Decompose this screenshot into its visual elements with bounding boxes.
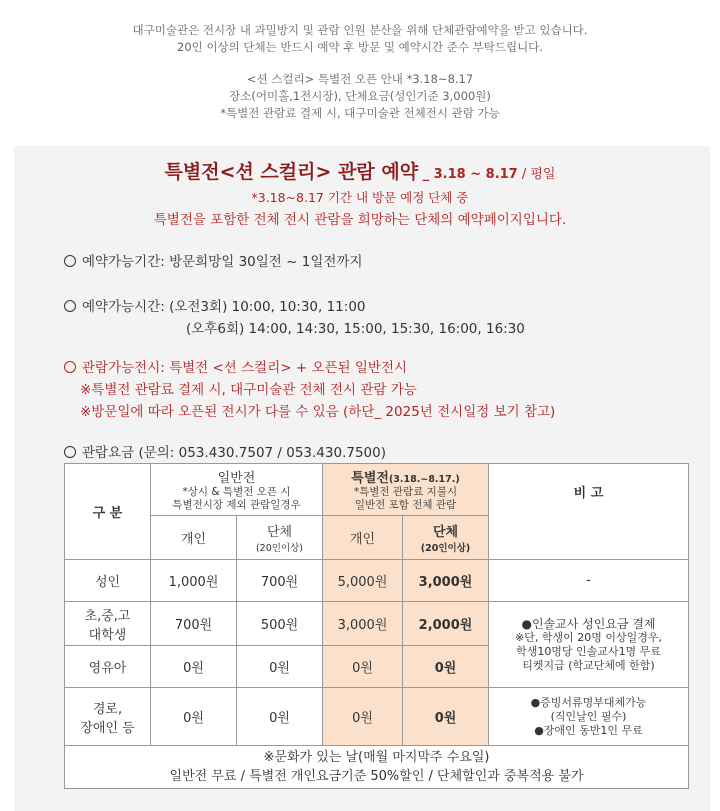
general-individual-fee: 0원 xyxy=(151,688,237,746)
special-group-fee: 0원 xyxy=(403,688,489,746)
header-special-group: 단체 (20인이상) xyxy=(403,516,489,560)
table-footer-row xyxy=(65,746,689,789)
exhibit-note: ※특별전 관람료 결제 시, 대구미술관 전체 전시 관람 가능 xyxy=(80,382,417,398)
special-individual-fee: 0원 xyxy=(323,646,403,688)
general-individual-fee: 1,000원 xyxy=(151,560,237,602)
row-remark: - xyxy=(489,560,689,602)
reservation-time: 예약가능시간: (오전3회) 10:00, 10:30, 11:00 xyxy=(64,295,366,315)
row-category: 영유아 xyxy=(65,646,151,688)
exhibit-note: ※방문일에 따라 오픈된 전시가 다를 수 있음 (하단_ 2025년 전시일정 보기 참고) xyxy=(80,404,556,420)
header-remark: 비 고 xyxy=(489,464,689,560)
special-group-fee: 3,000원 xyxy=(403,560,489,602)
header-general-group: 단체 (20인이상) xyxy=(237,516,323,560)
title-main: 특별전<션 스컬리> 관람 예약 xyxy=(164,161,419,183)
special-group-fee: 2,000원 xyxy=(403,602,489,646)
reservation-period: 예약가능기간: 방문희망일 30일전 ~ 1일전까지 xyxy=(64,250,363,270)
header-general: 일반전 *상시 & 특별전 오픈 시 특별전시장 제외 관람일경우 xyxy=(151,464,323,516)
header-special-individual: 개인 xyxy=(323,516,403,560)
intro-line: 20인 이상의 단체는 반드시 예약 후 방문 및 예약시간 준수 부탁드립니다. xyxy=(177,40,543,54)
notice-line: <션 스컬리> 특별전 오픈 안내 *3.18~8.17 xyxy=(246,72,474,86)
row-category: 경로, 장애인 등 xyxy=(65,688,151,746)
circle-bullet-icon xyxy=(64,361,76,373)
culture-day-note: ※문화가 있는 날(매월 마지막주 수요일) 일반전 무료 / 특별전 개인요금기준 50%할인 / 단체할인과 중복적용 불가 xyxy=(65,746,689,789)
general-individual-fee: 0원 xyxy=(151,646,237,688)
row-category: 초,중,고 대학생 xyxy=(65,602,151,646)
general-individual-fee: 700원 xyxy=(151,602,237,646)
header-general-individual: 개인 xyxy=(151,516,237,560)
row-category: 성인 xyxy=(65,560,151,602)
circle-bullet-icon xyxy=(64,255,76,267)
general-group-fee: 0원 xyxy=(237,646,323,688)
admission-fee-heading: 관람요금 (문의: 053.430.7507 / 053.430.7500) xyxy=(64,441,386,461)
table-row xyxy=(65,560,689,602)
table-row xyxy=(65,602,689,646)
notice-line: 장소(어미홀,1전시장), 단체요금(성인기준 3,000원) xyxy=(229,89,491,103)
circle-bullet-icon xyxy=(64,300,76,312)
title-day: / 평일 xyxy=(517,167,556,182)
header-category: 구 분 xyxy=(65,464,151,560)
special-individual-fee: 0원 xyxy=(323,688,403,746)
intro-line: 대구미술관은 전시장 내 과밀방지 및 관람 인원 분산을 위해 단체관람예약을 받고 있습니다. xyxy=(132,23,588,37)
table-row xyxy=(65,688,689,746)
special-group-fee: 0원 xyxy=(403,646,489,688)
fee-table xyxy=(64,463,689,789)
exhibition-notice xyxy=(0,71,720,122)
circle-bullet-icon xyxy=(64,446,76,458)
senior-remark: ●증빙서류명부대체가능 (직인날인 필수) ●장애인 동반1인 무료 xyxy=(489,688,689,746)
intro-text xyxy=(0,22,720,56)
special-individual-fee: 3,000원 xyxy=(323,602,403,646)
special-individual-fee: 5,000원 xyxy=(323,560,403,602)
general-group-fee: 500원 xyxy=(237,602,323,646)
page-title xyxy=(0,157,720,184)
notice-line: *특별전 관람료 결제 시, 대구미술관 전체전시 관람 가능 xyxy=(220,106,500,120)
general-group-fee: 0원 xyxy=(237,688,323,746)
general-group-fee: 700원 xyxy=(237,560,323,602)
reservation-time-pm: (오후6회) 14:00, 14:30, 15:00, 15:30, 16:00, 16:30 xyxy=(186,321,525,337)
title-date: _ 3.18 ~ 8.17 xyxy=(418,167,518,182)
subtitle-line: 특별전을 포함한 전체 전시 관람을 희망하는 단체의 예약페이지입니다. xyxy=(153,212,567,228)
student-remark: ●인솔교사 성인요금 결제 ※단, 학생이 20명 이상일경우, 학생10명당 인솔교사1명 무료 티켓지급 (학교단체에 한함) xyxy=(489,602,689,688)
subtitle-line: *3.18~8.17 기간 내 방문 예정 단체 중 xyxy=(251,190,469,205)
available-exhibitions: 관람가능전시: 특별전 <션 스컬리> + 오픈된 일반전시 xyxy=(64,356,407,376)
header-special: 특별전(3.18.~8.17.) *특별전 관람료 지불시 일반전 포함 전체 관람 xyxy=(323,464,489,516)
